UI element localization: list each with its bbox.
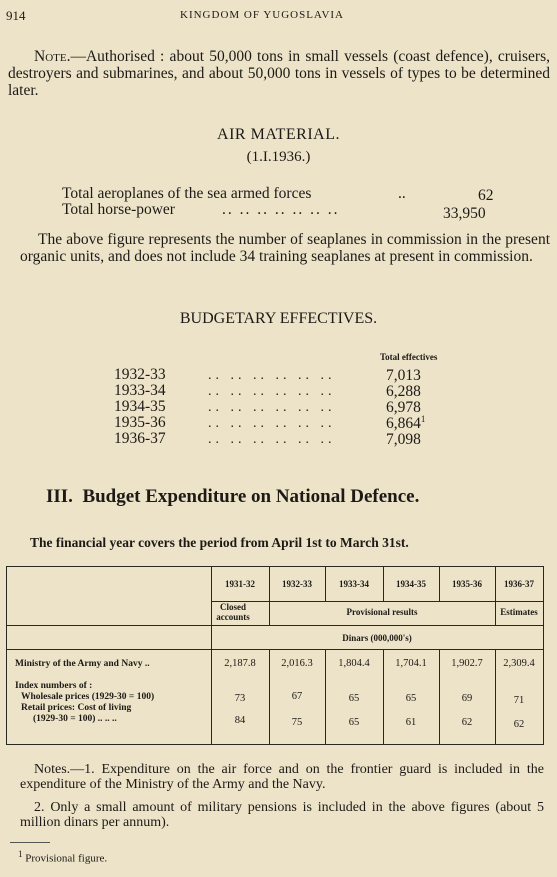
running-title: KINGDOM OF YUGOSLAVIA: [180, 9, 345, 21]
notes-paragraph-1: Notes.—1. Expenditure on the air force and on the frontier guard is included in the expenditure of the Ministry of the Army and the Navy.: [20, 762, 544, 792]
effectives-value: 6,978: [386, 399, 421, 417]
air-row-value: 62: [478, 187, 494, 204]
effectives-dots: .. .. .. .. .. ..: [208, 416, 336, 431]
provisional-results-header: Provisional results: [346, 607, 418, 617]
wholesale-value: 67: [291, 691, 303, 702]
budgetary-title: BUDGETARY EFFECTIVES.: [179, 310, 378, 327]
financial-year-text: The financial year covers the period from April 1st to March 31st.: [30, 535, 409, 550]
unit-label: Dinars (000,000's): [342, 633, 412, 643]
effectives-dots: .. .. .. .. .. ..: [208, 368, 336, 383]
effectives-column-header: Total effectives: [380, 352, 438, 362]
ministry-label: Ministry of the Army and Navy ..: [15, 659, 150, 669]
air-material-paragraph: The above figure represents the number of seaplanes in commission in the present organic units, and does not include 34 training seaplanes at present in commission.: [20, 231, 550, 265]
effectives-year: 1936-37: [114, 430, 166, 447]
retail-value: 62: [513, 719, 525, 730]
note-paragraph: [8, 48, 550, 99]
year-header: 1932-33: [282, 579, 312, 589]
footnote-rule: [10, 842, 50, 843]
index-label: Index numbers of :: [15, 681, 93, 691]
retail-label-base: (1929-30 = 100) .. .. ..: [33, 714, 117, 724]
footnote: $^1$ Provisional figure.: [18, 849, 108, 865]
ministry-value: 2,016.3: [281, 658, 313, 669]
ministry-value: 2,309.4: [503, 658, 535, 669]
closed-accounts-header: Closed accounts: [216, 602, 250, 622]
notes-paragraph-2: 2. Only a small amount of military pensions is included in the above figures (about 5 million dinars per annum).: [20, 800, 544, 830]
retail-value: 84: [234, 715, 246, 726]
retail-value: 75: [291, 717, 303, 728]
air-row-dots: .. .. .. .. .. .. ..: [222, 201, 340, 218]
air-material-date: (1.I.1936.): [246, 149, 311, 165]
effectives-year: 1933-34: [114, 382, 166, 399]
year-header: 1931-32: [225, 579, 255, 589]
wholesale-value: 73: [234, 693, 246, 704]
effectives-value: 7,098: [386, 431, 421, 449]
wholesale-value: 65: [405, 693, 417, 704]
wholesale-value: 69: [461, 693, 473, 704]
section-heading: III. Budget Expenditure on National Defence.: [46, 486, 420, 507]
ministry-value: 2,187.8: [224, 658, 256, 669]
note-text: —Authorised : about 50,000 tons in small vessels (coast defence), cruisers, destroyers and submarines, and about 50,000 tons in vessels of types to be determined later.: [8, 48, 550, 99]
year-header: 1933-34: [339, 579, 369, 589]
effectives-year: 1935-36: [114, 414, 166, 431]
effectives-value: 6,864$^1$: [386, 414, 426, 433]
retail-value: 65: [348, 717, 360, 728]
retail-value: 62: [461, 717, 473, 728]
effectives-dots: .. .. .. .. .. ..: [208, 384, 336, 399]
effectives-year: 1932-33: [114, 366, 166, 383]
wholesale-label: Wholesale prices (1929-30 = 100): [21, 692, 155, 702]
retail-value: 61: [405, 717, 417, 728]
air-row-dots: ..: [398, 185, 406, 202]
retail-label: Retail prices: Cost of living: [21, 703, 132, 713]
effectives-dots: .. .. .. .. .. ..: [208, 432, 336, 447]
year-header: 1934-35: [396, 579, 426, 589]
air-row-label: Total aeroplanes of the sea armed forces: [62, 185, 312, 202]
effectives-year: 1934-35: [114, 398, 166, 415]
ministry-value: 1,804.4: [338, 658, 370, 669]
wholesale-value: 65: [348, 693, 360, 704]
year-header: 1935-36: [452, 579, 482, 589]
effectives-value: 6,288: [386, 383, 421, 401]
effectives-value: 7,013: [386, 367, 421, 385]
air-material-title: AIR MATERIAL.: [217, 126, 340, 143]
wholesale-value: 71: [513, 695, 525, 706]
page-number: 914: [6, 8, 26, 23]
expenditure-table: [6, 566, 544, 745]
air-row-value: 33,950: [443, 205, 486, 222]
year-header: 1936-37: [504, 579, 534, 589]
air-row-label: Total horse-power: [62, 201, 175, 218]
effectives-dots: .. .. .. .. .. ..: [208, 400, 336, 415]
note-lead: Note.: [34, 48, 71, 65]
estimates-header: Estimates: [500, 607, 538, 617]
ministry-value: 1,902.7: [451, 658, 483, 669]
ministry-value: 1,704.1: [395, 658, 427, 669]
